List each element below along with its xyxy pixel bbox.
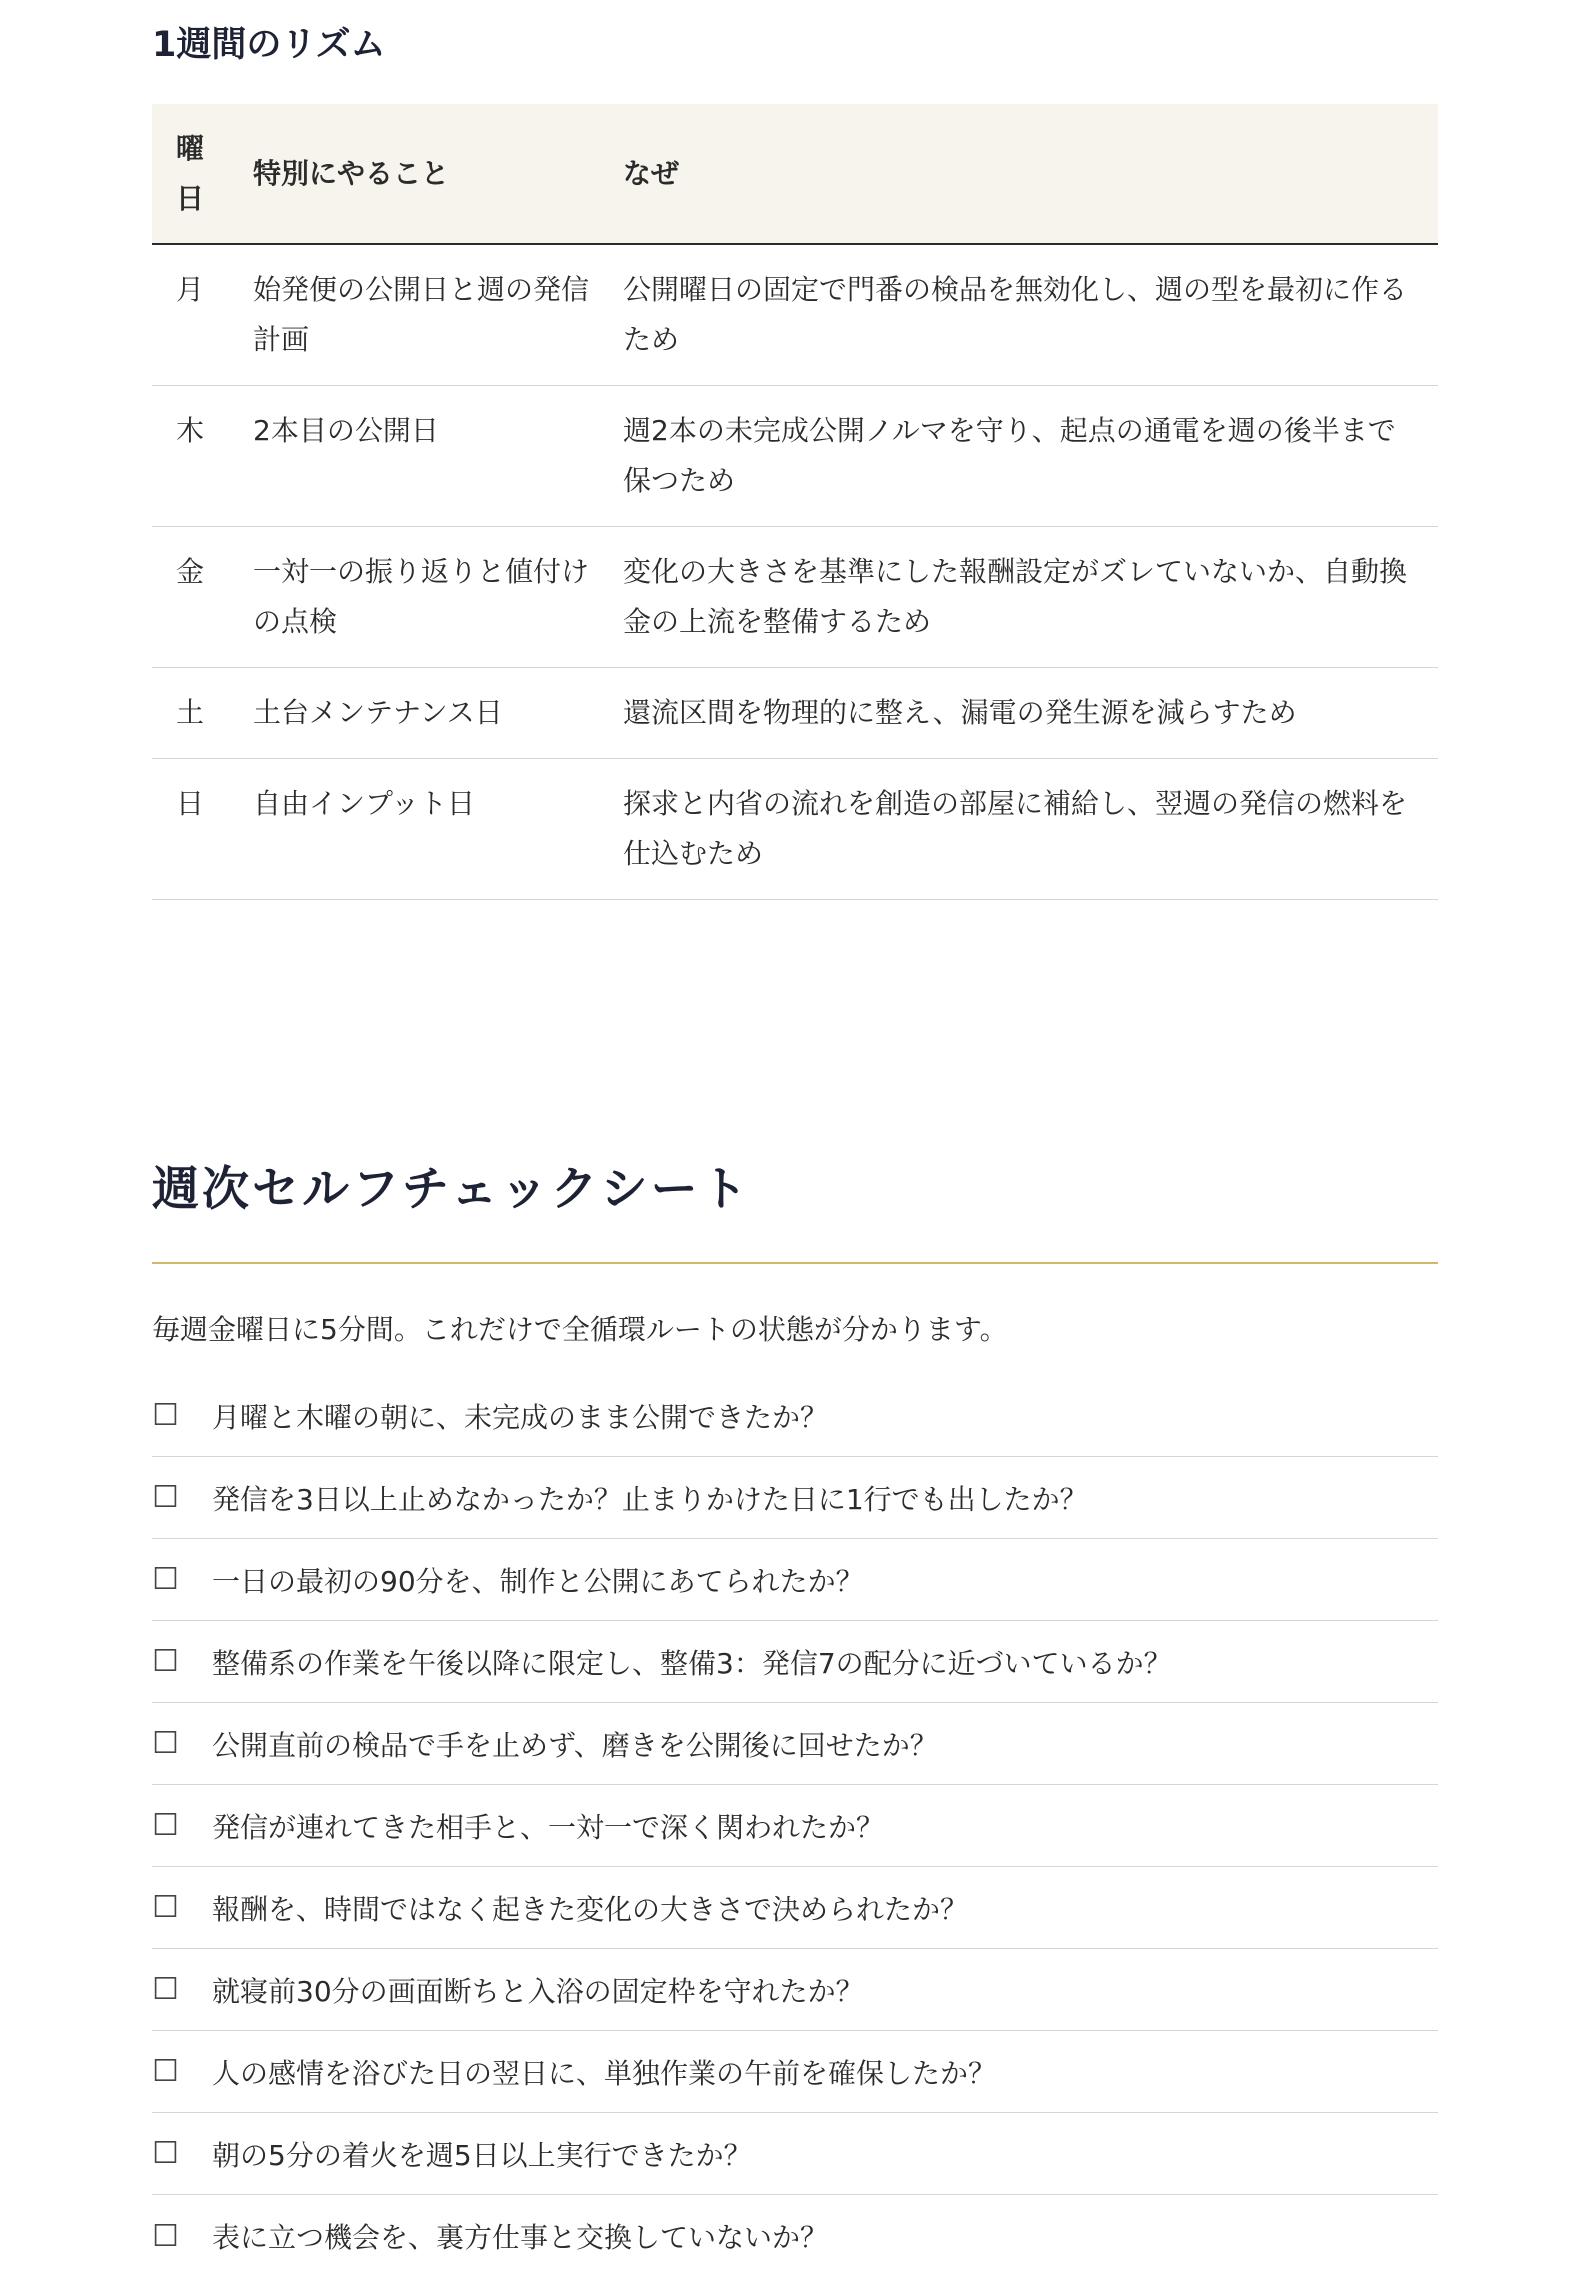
title-divider: [152, 1262, 1438, 1264]
cell-day: 土: [152, 668, 220, 759]
checklist-item-text: 朝の5分の着火を週5日以上実行できたか？: [212, 2138, 752, 2172]
checklist-item-text: 就寝前30分の画面断ちと入浴の固定枠を守れたか？: [212, 1974, 864, 2008]
checklist-item: [152, 1375, 1438, 1457]
checkbox-icon[interactable]: ☐: [152, 1726, 179, 1761]
checksheet-title: 週次セルフチェックシート: [152, 1162, 751, 1217]
checklist-item-text: 表に立つ機会を、裏方仕事と交換していないか？: [212, 2221, 829, 2254]
column-header-why: なぜ: [620, 104, 1438, 244]
cell-day: 金: [152, 527, 220, 668]
checklist-item: [152, 1785, 1438, 1867]
checkbox-icon[interactable]: ☐: [152, 1480, 179, 1515]
checkbox-icon[interactable]: ☐: [152, 1808, 179, 1843]
checklist-item-text: 整備系の作業を午後以降に限定し、整備3：発信7の配分に近づいているか？: [212, 1646, 1172, 1680]
cell-why: 変化の大きさを基準にした報酬設定がズレていないか、自動換金の上流を整備するため: [620, 527, 1438, 668]
weekly-rhythm-heading: 1週間のリズム: [152, 25, 386, 65]
checklist-item-text: 月曜と木曜の朝に、未完成のまま公開できたか？: [212, 1400, 829, 1434]
checklist-item-text: 公開直前の検品で手を止めず、磨きを公開後に回せたか？: [212, 1728, 938, 1762]
checkbox-icon[interactable]: ☐: [152, 2054, 179, 2089]
checklist: [152, 1375, 1438, 2277]
checklist-item-text: 発信が連れてきた相手と、一対一で深く関われたか？: [212, 1810, 885, 1844]
cell-task: 自由インプット日: [220, 759, 620, 900]
checklist-item-text: 発信を3日以上止めなかったか？止まりかけた日に1行でも出したか？: [212, 1482, 1088, 1516]
cell-why: 公開曜日の固定で門番の検品を無効化し、週の型を最初に作るため: [620, 244, 1438, 386]
table-header-row: [152, 104, 1438, 244]
cell-day: 月: [152, 244, 220, 386]
column-header-task: 特別にやること: [220, 104, 620, 244]
checklist-item-text: 一日の最初の90分を、制作と公開にあてられたか？: [212, 1564, 864, 1598]
checkbox-icon[interactable]: ☐: [152, 1398, 179, 1433]
checksheet-intro: 毎週金曜日に5分間。これだけで全循環ルートの状態が分かります。: [152, 1313, 1008, 1346]
cell-day: 木: [152, 386, 220, 527]
checklist-item: [152, 1457, 1438, 1539]
table-row: [152, 668, 1438, 759]
weekly-rhythm-table: [152, 104, 1438, 900]
cell-day: 日: [152, 759, 220, 900]
cell-task: 一対一の振り返りと値付けの点検: [220, 527, 620, 668]
cell-why: 週2本の未完成公開ノルマを守り、起点の通電を週の後半まで保つため: [620, 386, 1438, 527]
checklist-item: [152, 1949, 1438, 2031]
checklist-item-text: 報酬を、時間ではなく起きた変化の大きさで決められたか？: [212, 1892, 969, 1926]
cell-task: 2本目の公開日: [220, 386, 620, 527]
checkbox-icon[interactable]: ☐: [152, 1562, 179, 1597]
checklist-item: [152, 1621, 1438, 1703]
checkbox-icon[interactable]: ☐: [152, 1644, 179, 1679]
checklist-item: [152, 2113, 1438, 2195]
checkbox-icon[interactable]: ☐: [152, 2136, 179, 2171]
table-row: [152, 386, 1438, 527]
checkbox-icon[interactable]: ☐: [152, 1890, 179, 1925]
checklist-item: [152, 2195, 1438, 2277]
checklist-item: [152, 1539, 1438, 1621]
checklist-item: [152, 1703, 1438, 1785]
checklist-item: [152, 2031, 1438, 2113]
table-row: [152, 759, 1438, 900]
checkbox-icon[interactable]: ☐: [152, 2218, 179, 2254]
cell-task: 始発便の公開日と週の発信計画: [220, 244, 620, 386]
checklist-item-text: 人の感情を浴びた日の翌日に、単独作業の午前を確保したか？: [212, 2056, 997, 2090]
cell-task: 土台メンテナンス日: [220, 668, 620, 759]
checklist-item: [152, 1867, 1438, 1949]
column-header-day: 曜日: [152, 104, 220, 244]
cell-why: 探求と内省の流れを創造の部屋に補給し、翌週の発信の燃料を仕込むため: [620, 759, 1438, 900]
table-row: [152, 527, 1438, 668]
checkbox-icon[interactable]: ☐: [152, 1972, 179, 2007]
cell-why: 還流区間を物理的に整え、漏電の発生源を減らすため: [620, 668, 1438, 759]
table-row: [152, 244, 1438, 386]
